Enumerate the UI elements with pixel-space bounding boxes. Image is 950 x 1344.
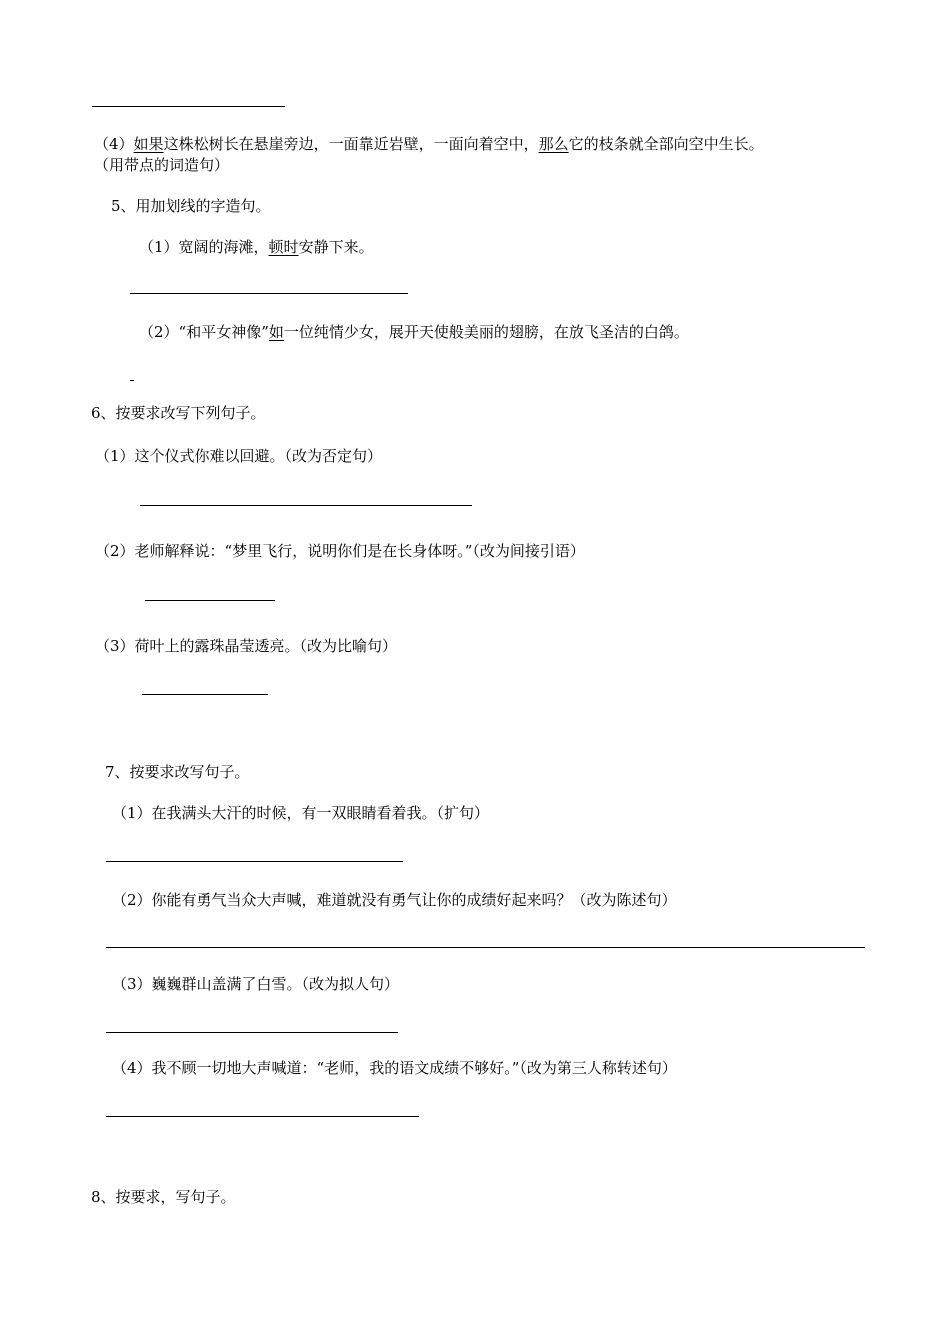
answer-line-q5-2[interactable] [130,380,134,381]
q4-item-4: （4）如果这株松树长在悬崖旁边，一面靠近岩壁，一面向着空中，那么它的枝条就全部向空中生长。 [94,135,764,153]
q7-item-1: （1）在我满头大汗的时候，有一双眼睛看着我。（扩句） [112,804,490,822]
q7-title: 7、按要求改写句子。 [105,763,250,781]
answer-line-q7-3[interactable] [106,1032,398,1033]
answer-line-q6-2[interactable] [145,600,275,601]
underlined-word-dunshi: 顿时 [268,238,299,256]
answer-line-q7-2[interactable] [106,947,865,948]
q5-title: 5、用加划线的字造句。 [111,197,271,215]
q7-item-3: （3）巍巍群山盖满了白雪。（改为拟人句） [112,975,400,993]
underlined-word-name: 那么 [538,135,569,153]
answer-line-q7-4[interactable] [106,1116,419,1117]
q6-title: 6、按要求改写下列句子。 [91,404,266,422]
q5-item-1: （1）宽阔的海滩，顿时安静下来。 [139,238,374,256]
q6-item-3: （3）荷叶上的露珠晶莹透亮。（改为比喻句） [95,637,398,655]
q5-item-2: （2）“和平女神像”如一位纯情少女，展开天使般美丽的翅膀，在放飞圣洁的白鸽。 [139,323,689,341]
q6-item-1: （1）这个仪式你难以回避。（改为否定句） [95,447,383,465]
q8-title: 8、按要求，写句子。 [91,1188,236,1206]
answer-line-q7-1[interactable] [106,861,403,862]
answer-line-q6-1[interactable] [140,505,472,506]
underlined-word-ruguo: 如果 [133,135,164,153]
underlined-word-ru: 如 [268,323,284,341]
answer-line-q4-3[interactable] [92,106,285,107]
q7-item-2: （2）你能有勇气当众大声喊，难道就没有勇气让你的成绩好起来吗？（改为陈述句） [112,891,677,909]
q4-item-4-note: （用带点的词造句） [94,156,230,174]
q6-item-2: （2）老师解释说：“梦里飞行，说明你们是在长身体呀。”（改为间接引语） [95,542,585,560]
answer-line-q5-1[interactable] [130,293,408,294]
answer-line-q6-3[interactable] [142,694,268,695]
q7-item-4: （4）我不顾一切地大声喊道：“老师，我的语文成绩不够好。”（改为第三人称转述句） [112,1059,677,1077]
